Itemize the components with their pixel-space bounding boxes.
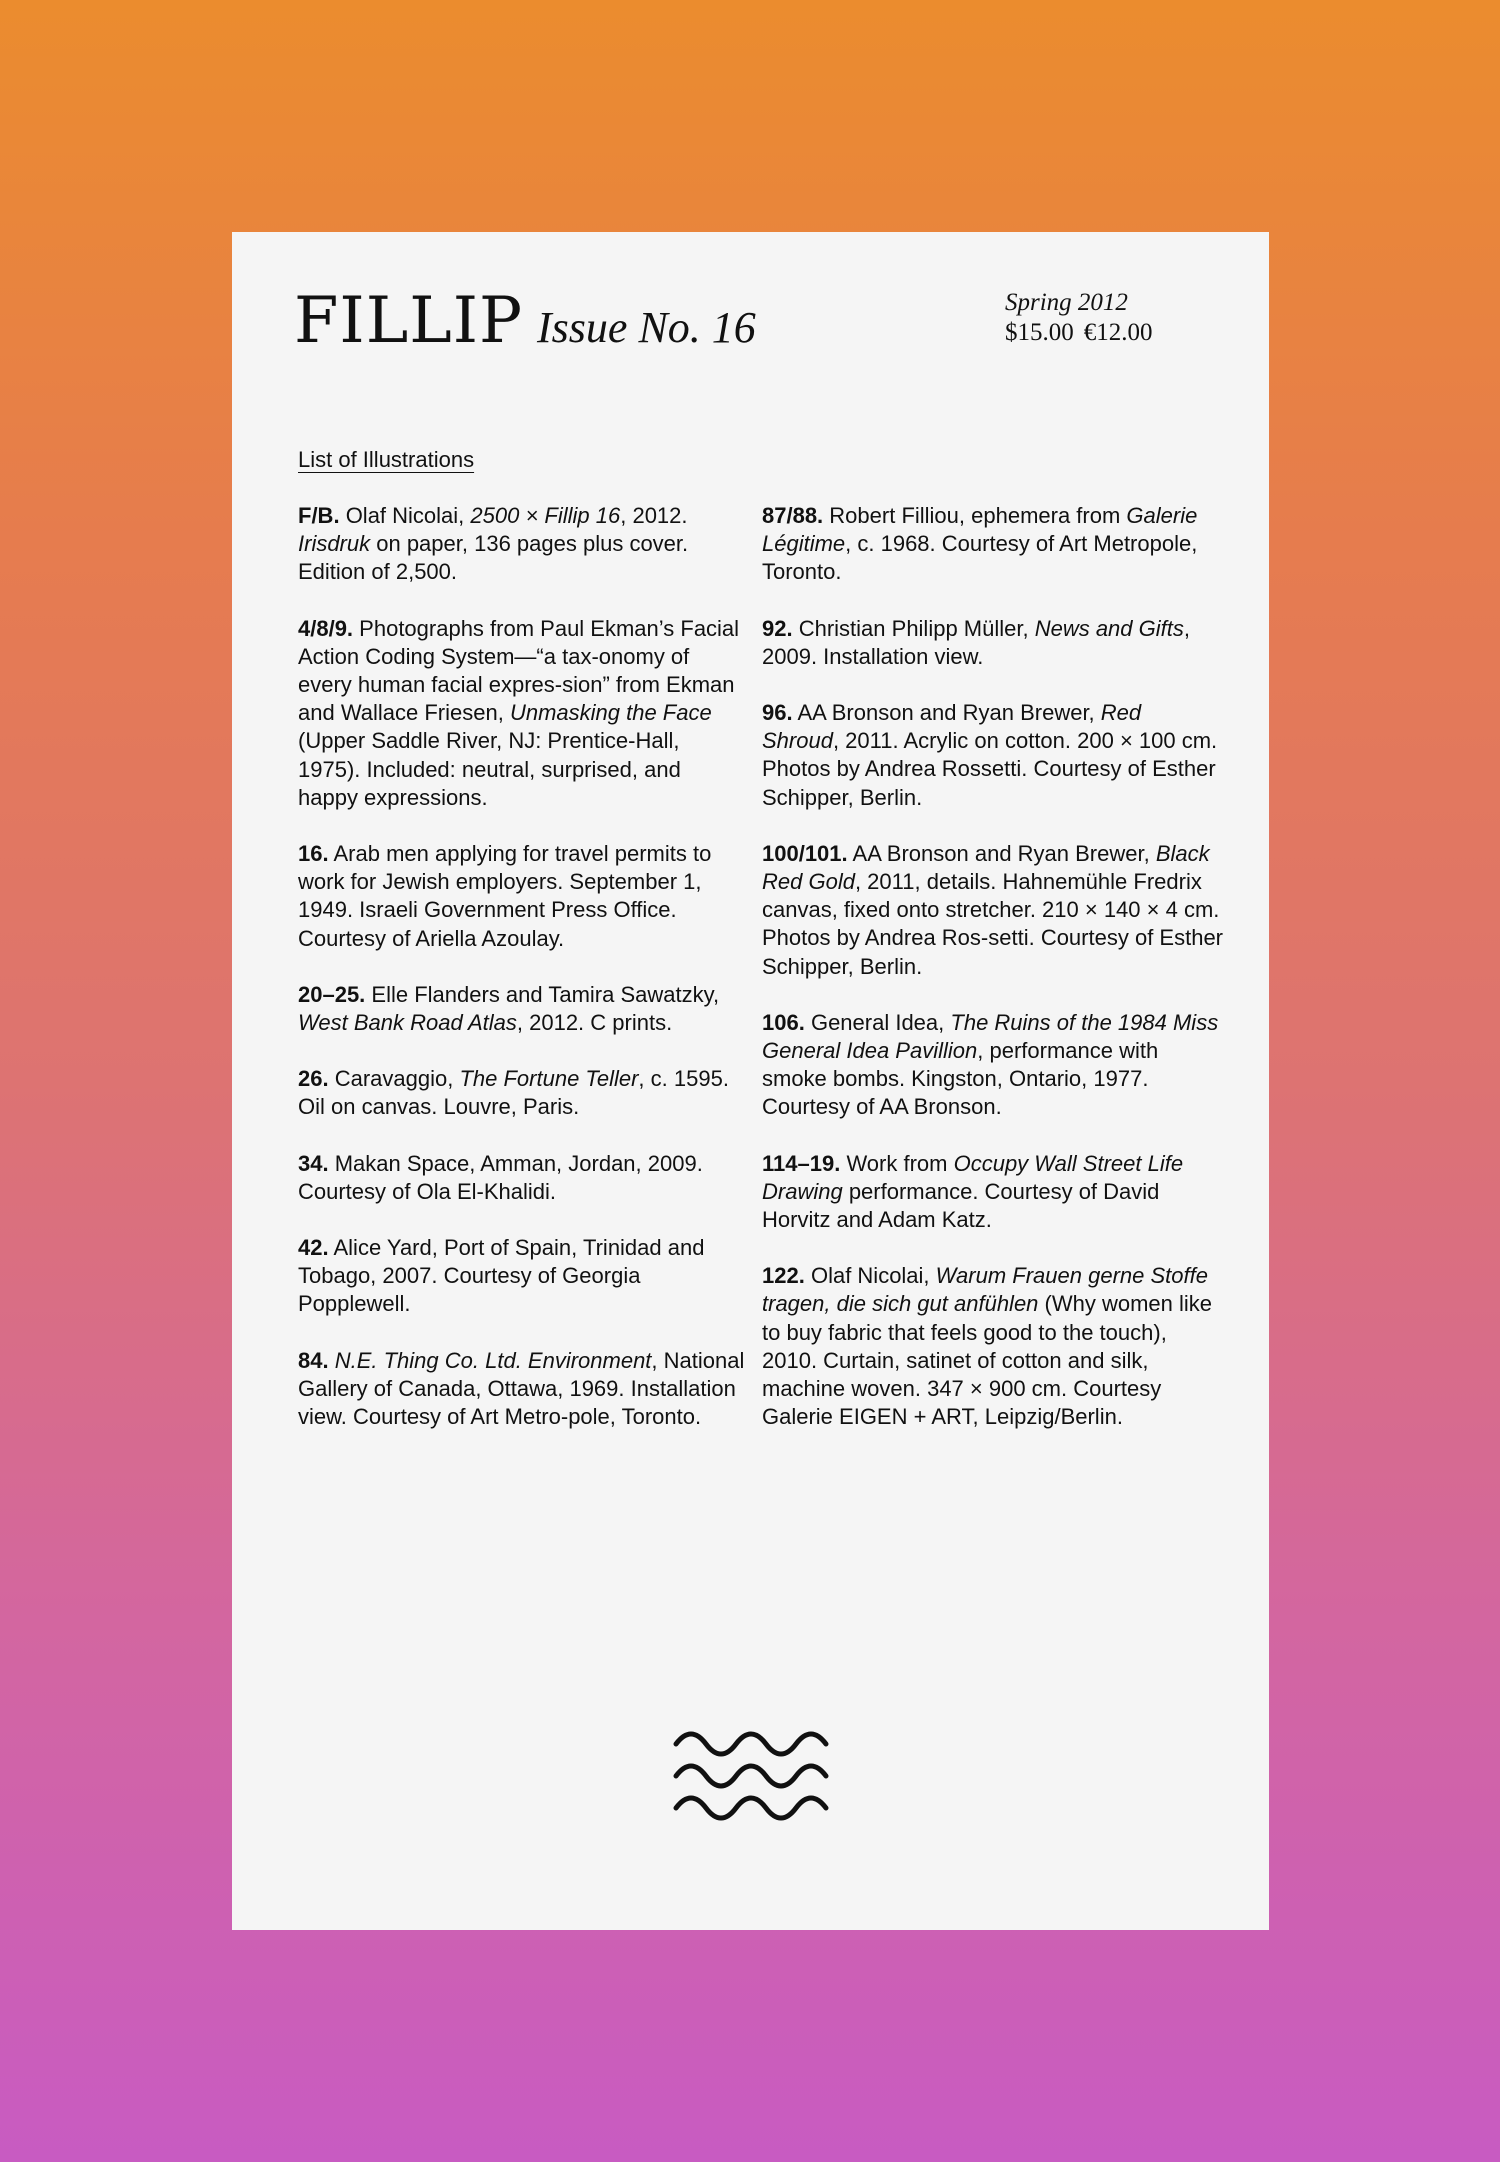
work-title: The Fortune Teller: [459, 1066, 639, 1092]
illustration-number: 87/88.: [762, 503, 824, 528]
work-title: Unmasking the Face: [509, 700, 712, 726]
illustration-number: 114–19.: [762, 1150, 841, 1176]
caption-text: Caravaggio,: [334, 1066, 460, 1092]
caption-text: AA Bronson and Ryan Brewer,: [852, 840, 1156, 866]
illustration-entry: [298, 615, 746, 812]
illustration-entry: [762, 699, 1224, 812]
work-title: Red Shroud: [762, 700, 1142, 754]
caption-text: , c. 1968. Courtesy of Art Metropole, Toronto.: [762, 531, 1198, 585]
caption-text: , c. 1595. Oil on canvas. Louvre, Paris.: [298, 1066, 729, 1120]
caption-text: (Upper Saddle River, NJ: Prentice-Hall, 1975). Included: neutral, surprised, and happy expressions.: [298, 728, 681, 810]
caption-text: , 2011, details. Hahnemühle Fredrix canvas, fixed onto stretcher. 210 × 140 × 4 cm. Photos by Andrea Ros-setti. Courtesy of Esther Schipper, Berlin.: [762, 869, 1224, 979]
illustration-entry: [298, 502, 746, 587]
work-title: West Bank Road Atlas: [298, 1010, 517, 1036]
caption-text: General Idea,: [810, 1009, 951, 1035]
illustrations-right-column: [762, 502, 1224, 1459]
caption-text: , 2012.: [620, 503, 688, 528]
section-heading: List of Illustrations: [298, 447, 475, 472]
caption-text: Arab men applying for travel permits to work for Jewish employers. September 1, 1949. Israeli Government Press Office. Courtesy of Ariella Azoulay.: [298, 841, 712, 951]
document-page: [232, 232, 1269, 1930]
work-title: News and Gifts: [1034, 615, 1184, 641]
issue-price: [1005, 318, 1153, 348]
illustration-entry: [298, 1150, 746, 1206]
illustration-entry: [762, 615, 1224, 671]
illustration-number: 92.: [762, 615, 793, 641]
work-title: Irisdruk: [298, 531, 371, 557]
caption-text: Alice Yard, Port of Spain, Trinidad and Tobago, 2007. Courtesy of Georgia Popplewell.: [298, 1235, 705, 1317]
issue-season: Spring 2012: [1005, 289, 1128, 316]
caption-text: performance. Courtesy of David Horvitz and Adam Katz.: [762, 1178, 1160, 1233]
caption-text: , performance with smoke bombs. Kingston, Ontario, 1977. Courtesy of AA Bronson.: [762, 1038, 1159, 1120]
caption-text: Photographs from Paul Ekman’s Facial Action Coding System—“a tax-onomy of every human facial expres-sion” from Ekman and Wallace Friesen,: [298, 615, 740, 726]
illustration-entry: [298, 840, 746, 953]
magazine-title: FILLIP: [294, 284, 524, 358]
caption-text: , National Gallery of Canada, Ottawa, 1969. Installation view. Courtesy of Art Metro-pole, Toronto.: [298, 1347, 745, 1430]
illustration-entry: [298, 1065, 746, 1121]
caption-text: Olaf Nicolai,: [345, 503, 471, 528]
illustration-entry: [298, 1347, 746, 1432]
illustration-number: 122.: [762, 1263, 805, 1289]
caption-text: Christian Philipp Müller,: [798, 615, 1035, 641]
illustration-entry: [762, 1262, 1224, 1431]
illustration-entry: [762, 840, 1224, 981]
illustration-entry: [298, 1234, 746, 1319]
price-eur: €12.00: [1083, 319, 1153, 346]
illustration-entry: [762, 502, 1224, 587]
caption-text: , 2011. Acrylic on cotton. 200 × 100 cm. Photos by Andrea Rossetti. Courtesy of Esther Schipper, Berlin.: [762, 728, 1218, 810]
illustration-entry: [762, 1009, 1224, 1122]
caption-text: AA Bronson and Ryan Brewer,: [797, 700, 1101, 726]
illustration-number: 26.: [298, 1066, 329, 1092]
illustration-entry: [762, 1150, 1224, 1235]
illustration-number: 100/101.: [762, 840, 848, 866]
work-title: The Ruins of the 1984 Miss General Idea Pavillion: [762, 1009, 1219, 1064]
caption-text: on paper, 136 pages plus cover. Edition of 2,500.: [298, 531, 689, 585]
waves-icon: [672, 1722, 832, 1822]
caption-text: Work from: [846, 1150, 954, 1176]
illustration-number: 96.: [762, 700, 793, 726]
caption-text: Olaf Nicolai,: [810, 1263, 936, 1289]
caption-text: Makan Space, Amman, Jordan, 2009. Courtesy of Ola El-Khalidi.: [298, 1150, 703, 1204]
issue-number: Issue No. 16: [537, 303, 756, 352]
illustration-number: 106.: [762, 1009, 805, 1035]
work-title: Occupy Wall Street Life Drawing: [762, 1150, 1184, 1204]
illustration-number: 16.: [298, 841, 329, 867]
illustration-number: 42.: [298, 1235, 329, 1261]
work-title: N.E. Thing Co. Ltd. Environment: [334, 1347, 652, 1373]
caption-text: (Why women like to buy fabric that feels good to the touch), 2010. Curtain, satinet of cotton and silk, machine woven. 347 × 900 cm. Courtesy Galerie EIGEN + ART, Leipzig/Berlin.: [762, 1291, 1213, 1430]
caption-text: , 2009. Installation view.: [762, 615, 1190, 669]
work-title: 2500 × Fillip 16: [470, 503, 621, 528]
illustration-number: 4/8/9.: [298, 615, 354, 641]
work-title: Galerie Légitime: [762, 503, 1198, 557]
illustration-entry: [298, 981, 746, 1037]
illustration-number: 84.: [298, 1347, 329, 1373]
caption-text: , 2012. C prints.: [516, 1010, 673, 1036]
issue-meta: [1005, 288, 1153, 348]
price-usd: $15.00: [1005, 319, 1074, 346]
illustrations-left-column: [298, 502, 746, 1459]
work-title: Warum Frauen gerne Stoffe tragen, die sich gut anfühlen: [762, 1263, 1208, 1317]
work-title: Black Red Gold: [762, 840, 1210, 895]
illustration-number: 34.: [298, 1150, 329, 1176]
masthead: [294, 284, 756, 358]
illustration-number: F/B.: [298, 503, 340, 528]
illustration-number: 20–25.: [298, 981, 366, 1007]
caption-text: Robert Filliou, ephemera from: [829, 503, 1127, 528]
caption-text: Elle Flanders and Tamira Sawatzky,: [371, 981, 720, 1007]
